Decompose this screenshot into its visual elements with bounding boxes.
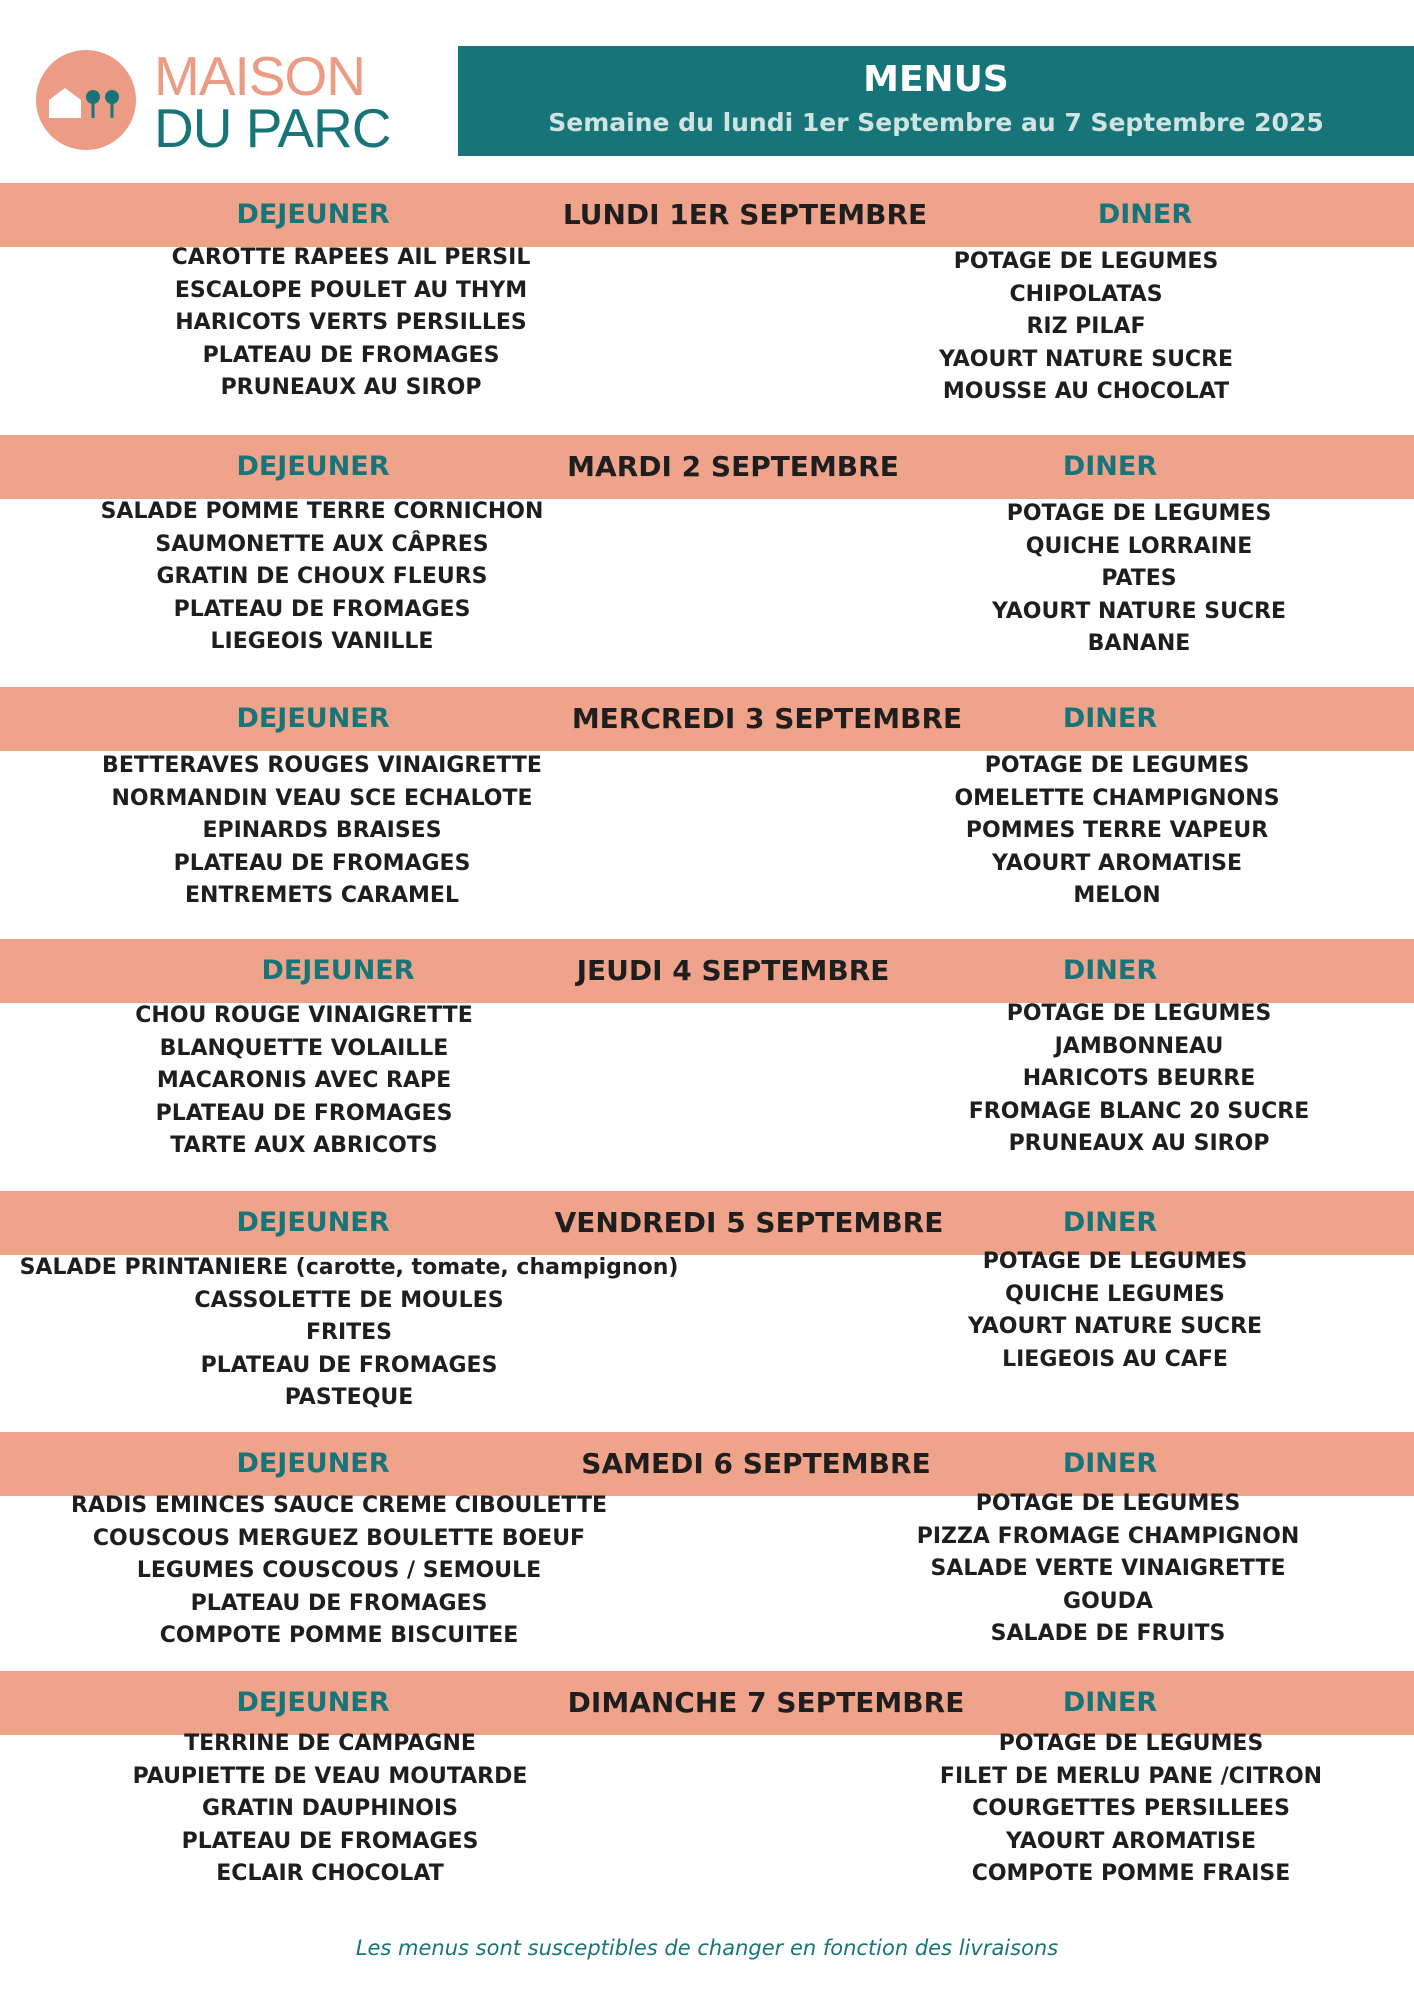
menu-item: PLATEAU DE FROMAGES (173, 850, 471, 876)
menu-item: COURGETTES PERSILLEES (972, 1796, 1290, 1821)
dinner-label: DINER (1097, 199, 1193, 230)
day-header-bar (0, 435, 1414, 499)
menu-item: POTAGE DE LEGUMES (1006, 501, 1272, 526)
menu-item: SAUMONETTE AUX CÂPRES (155, 531, 489, 557)
lunch-label: DEJEUNER (236, 1448, 390, 1479)
menu-item: FROMAGE BLANC 20 SUCRE (968, 1098, 1310, 1124)
day-title: JEUDI 4 SEPTEMBRE (576, 954, 890, 987)
menu-item: CASSOLETTE DE MOULES (194, 1287, 504, 1313)
menu-item: ESCALOPE POULET AU THYM (174, 277, 528, 303)
house-trees-icon (36, 50, 136, 150)
menu-item: QUICHE LEGUMES (1005, 1281, 1225, 1307)
menu-item: LEGUMES COUSCOUS / SEMOULE (136, 1558, 542, 1583)
menu-item: PATES (1101, 566, 1177, 591)
day-title: MERCREDI 3 SEPTEMBRE (571, 702, 963, 735)
menu-item: COMPOTE POMME BISCUITEE (159, 1623, 519, 1648)
menu-item: QUICHE LORRAINE (1025, 533, 1253, 559)
menu-item: PIZZA FROMAGE CHAMPIGNON (916, 1523, 1300, 1549)
menu-item: BANANE (1087, 631, 1191, 656)
menu-item: SALADE DE FRUITS (990, 1621, 1226, 1646)
day-title: SAMEDI 6 SEPTEMBRE (581, 1447, 931, 1480)
menu-item: CHIPOLATAS (1009, 281, 1163, 307)
menu-item: SALADE POMME TERRE CORNICHON (100, 499, 544, 524)
menu-item: MACARONIS AVEC RAPE (156, 1068, 452, 1093)
day-header-bar (0, 687, 1414, 751)
menu-item: RADIS EMINCES SAUCE CREME CIBOULETTE (71, 1493, 607, 1518)
dinner-label: DINER (1062, 1448, 1158, 1479)
lunch-label: DEJEUNER (236, 703, 390, 734)
menu-item: PLATEAU DE FROMAGES (202, 342, 500, 368)
header-banner (458, 46, 1414, 156)
brand-line-2: DU PARC (154, 97, 391, 159)
dinner-label: DINER (1062, 703, 1158, 734)
day-title: MARDI 2 SEPTEMBRE (567, 450, 899, 483)
day-header-bar (0, 183, 1414, 247)
menu-item: SALADE VERTE VINAIGRETTE (930, 1556, 1286, 1581)
menu-item: FRITES (305, 1320, 393, 1345)
day-title: LUNDI 1ER SEPTEMBRE (562, 198, 928, 231)
lunch-label: DEJEUNER (236, 1207, 390, 1238)
menu-item: ENTREMETS CARAMEL (185, 883, 459, 908)
day-title: VENDREDI 5 SEPTEMBRE (554, 1206, 944, 1239)
menu-item: HARICOTS BEURRE (1022, 1066, 1256, 1091)
menu-item: SALADE PRINTANIERE (carotte, tomate, champignon) (19, 1255, 679, 1280)
menu-item: PRUNEAUX AU SIROP (220, 375, 482, 400)
menu-item: PRUNEAUX AU SIROP (1008, 1131, 1270, 1156)
menu-item: EPINARDS BRAISES (202, 818, 442, 843)
menu-item: FILET DE MERLU PANE /CITRON (939, 1763, 1323, 1789)
menu-item: POMMES TERRE VAPEUR (965, 818, 1269, 843)
dinner-label: DINER (1062, 1207, 1158, 1238)
menu-item: YAOURT NATURE SUCRE (967, 1314, 1263, 1339)
menu-item: CHOU ROUGE VINAIGRETTE (135, 1003, 473, 1028)
menu-item: PLATEAU DE FROMAGES (155, 1100, 453, 1126)
menu-item: PLATEAU DE FROMAGES (200, 1352, 498, 1378)
menu-item: TERRINE DE CAMPAGNE (184, 1731, 476, 1756)
menu-item: MOUSSE AU CHOCOLAT (942, 379, 1230, 404)
menu-item: GRATIN DE CHOUX FLEURS (156, 564, 488, 589)
menu-item: LIEGEOIS AU CAFE (1002, 1346, 1228, 1372)
menu-item: BLANQUETTE VOLAILLE (159, 1035, 449, 1061)
menu-item: POTAGE DE LEGUMES (1006, 1001, 1272, 1026)
lunch-label: DEJEUNER (236, 199, 390, 230)
lunch-label: DEJEUNER (236, 451, 390, 482)
menu-item: COMPOTE POMME FRAISE (971, 1861, 1291, 1886)
menu-item: PLATEAU DE FROMAGES (173, 596, 471, 622)
menu-item: PASTEQUE (284, 1385, 414, 1410)
menu-item: ECLAIR CHOCOLAT (216, 1861, 444, 1886)
menu-item: YAOURT NATURE SUCRE (938, 346, 1234, 372)
menu-item: PLATEAU DE FROMAGES (190, 1590, 488, 1616)
menu-item: OMELETTE CHAMPIGNONS (954, 785, 1280, 811)
page-title: MENUS (863, 59, 1009, 100)
day-header-bar (0, 939, 1414, 1003)
menu-item: JAMBONNEAU (1054, 1033, 1224, 1059)
menu-item: GRATIN DAUPHINOIS (202, 1796, 458, 1821)
menu-item: YAOURT AROMATISE (992, 850, 1242, 876)
lunch-label: DEJEUNER (236, 1687, 390, 1718)
menu-item: GOUDA (1063, 1588, 1153, 1614)
menu-item: POTAGE DE LEGUMES (998, 1731, 1264, 1756)
menu-item: RIZ PILAF (1026, 314, 1146, 339)
dinner-label: DINER (1062, 1687, 1158, 1718)
brand-line-1: MAISON (154, 45, 365, 107)
menu-item: POTAGE DE LEGUMES (975, 1491, 1241, 1516)
menu-item: COUSCOUS MERGUEZ BOULETTE BOEUF (92, 1525, 586, 1551)
menu-item: NORMANDIN VEAU SCE ECHALOTE (111, 785, 533, 811)
menu-item: TARTE AUX ABRICOTS (170, 1133, 438, 1158)
menu-item: CAROTTE RAPEES AIL PERSIL (171, 245, 531, 270)
lunch-label: DEJEUNER (261, 955, 415, 986)
day-header-bar (0, 1671, 1414, 1735)
menu-item: MELON (1073, 883, 1161, 908)
footnote: Les menus sont susceptibles de changer en fonction des livraisons (355, 1936, 1059, 1960)
dinner-label: DINER (1062, 955, 1158, 986)
dinner-label: DINER (1062, 451, 1158, 482)
menu-item: BETTERAVES ROUGES VINAIGRETTE (102, 753, 542, 778)
brand-name (154, 45, 391, 159)
menu-item: HARICOTS VERTS PERSILLES (175, 310, 527, 335)
brand-logo (36, 45, 436, 160)
menu-item: LIEGEOIS VANILLE (210, 629, 434, 654)
day-header-bar (0, 1432, 1414, 1496)
menu-item: YAOURT NATURE SUCRE (991, 598, 1287, 624)
page-subtitle: Semaine du lundi 1er Septembre au 7 Septembre 2025 (548, 108, 1324, 137)
menu-item: POTAGE DE LEGUMES (982, 1249, 1248, 1274)
menu-item: YAOURT AROMATISE (1006, 1828, 1256, 1854)
menu-item: PLATEAU DE FROMAGES (181, 1828, 479, 1854)
menu-item: PAUPIETTE DE VEAU MOUTARDE (132, 1763, 528, 1789)
menu-item: POTAGE DE LEGUMES (984, 753, 1250, 778)
day-title: DIMANCHE 7 SEPTEMBRE (567, 1686, 965, 1719)
menu-item: POTAGE DE LEGUMES (953, 249, 1219, 274)
